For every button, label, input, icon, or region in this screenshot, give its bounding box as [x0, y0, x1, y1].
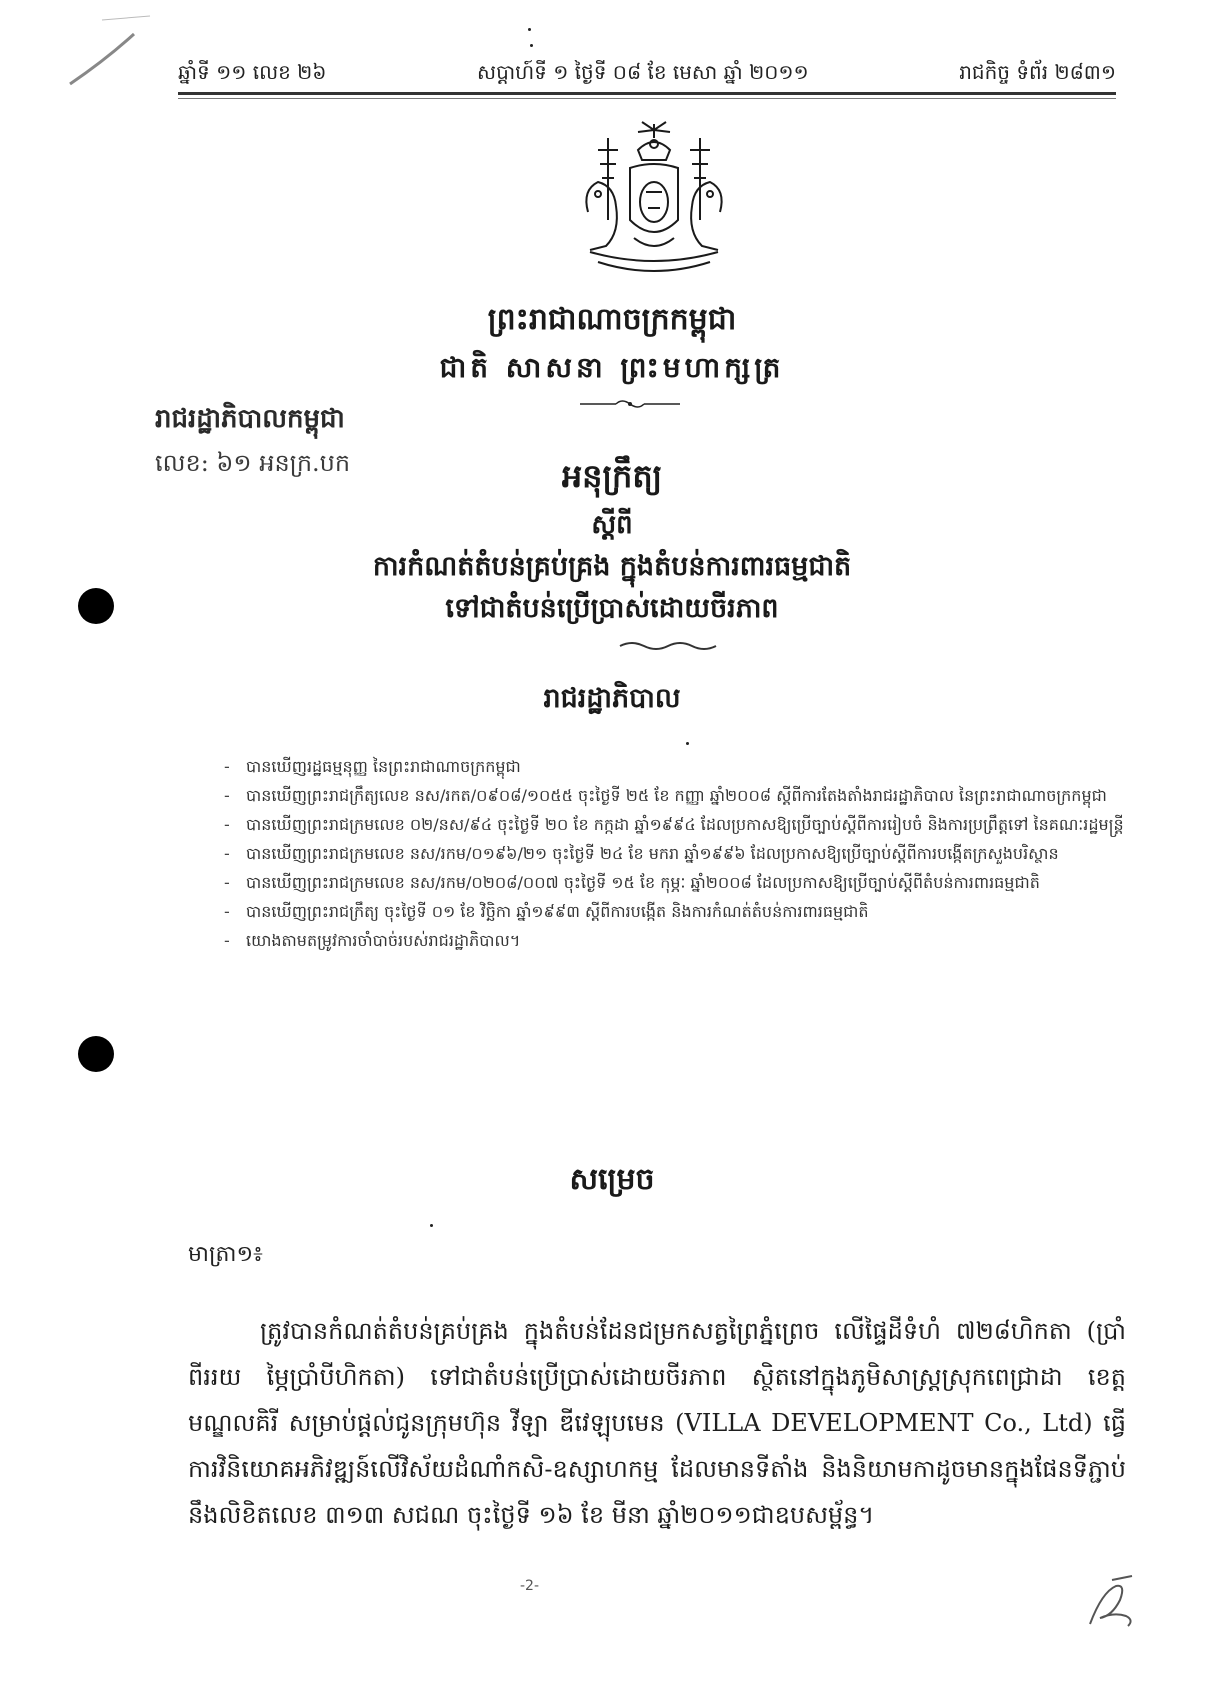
kingdom-name: ព្រះរាជាណាចក្រកម្ពុជា [487, 302, 737, 337]
preamble-item: - បានឃើញព្រះរាជក្រឹត្យ ចុះថ្ងៃទី ០១ ខែ វិច្ឆិកា ឆ្នាំ១៩៩៣ ស្តីពីការបង្កើត និងការកំណត់តំបន់ការពារធម្មជាតិ [246, 897, 1126, 926]
scan-speck [430, 1224, 433, 1227]
ornament-divider [580, 398, 680, 410]
scan-speck [528, 28, 531, 31]
initials-signature [1082, 1572, 1142, 1632]
issuing-government: រាជរដ្ឋាភិបាលកម្ពុជា [155, 404, 345, 434]
gazette-page-number: រាជកិច្ច ទំព័រ ២៨៣១ [959, 60, 1116, 84]
pen-stroke-mark [62, 14, 152, 94]
page-number-mark: -2- [520, 1578, 540, 1594]
preamble-item: - យោងតាមតម្រូវការចាំបាច់របស់រាជរដ្ឋាភិបាល។ [246, 926, 1126, 955]
document-reference-number: លេខ: ៦១ អនក្រ.បក [155, 449, 351, 477]
document-type-title: អនុក្រឹត្យ [561, 457, 663, 495]
document-about-label: ស្តីពី [591, 510, 633, 540]
preamble-item: - បានឃើញព្រះរាជក្រមលេខ នស/រកម/០២០៨/០០៧ ចុះថ្ងៃទី ១៥ ខែ កុម្ភៈ ឆ្នាំ២០០៨ ដែលប្រកាសឱ្យប្រើច្បាប់ស្តីពីតំបន់ការពារធម្មជាតិ [246, 868, 1126, 897]
article-1-label: មាត្រា១៖ [188, 1242, 263, 1267]
preamble-item: - បានឃើញរដ្ឋធម្មនុញ្ញ នៃព្រះរាជាណាចក្រកម្ពុជា [246, 752, 1126, 781]
gazette-header [178, 56, 1116, 92]
preamble-item: - បានឃើញព្រះរាជក្រឹត្យលេខ នស/រកត/០៩០៨/១០៥៥ ចុះថ្ងៃទី ២៥ ខែ កញ្ញា ឆ្នាំ២០០៨ ស្តីពីការតែងតាំងរាជរដ្ឋាភិបាល នៃព្រះរាជាណាចក្រកម្ពុជា [246, 781, 1126, 810]
punch-hole [78, 588, 114, 624]
header-rule [178, 92, 1116, 95]
decision-heading: សម្រេច [569, 1162, 655, 1197]
header-rule-thin [178, 98, 1116, 99]
article-1-text: ត្រូវបានកំណត់តំបន់គ្រប់គ្រង ក្នុងតំបន់ដែនជម្រកសត្វព្រៃភ្នំព្រេច លើផ្ទៃដីទំហំ ៧២៨ហិកតា (ប្រាំពីររយ ម្ភៃប្រាំបីហិកតា) ទៅជាតំបន់ប្រើប្រាស់ដោយចីរភាព ស្ថិតនៅក្នុងភូមិសាស្ត្រស្រុកពេជ្រាដា ខេត្តមណ្ឌលគិរី សម្រាប់ផ្តល់ជូនក្រុមហ៊ុន វីឡា ឌីវេឡុបមេន (VILLA DEVELOPMENT Co., Ltd) ធ្វើការវិនិយោគអភិវឌ្ឍន៍លើវិស័យដំណាំកសិ-ឧស្សាហកម្ម ដែលមានទីតាំង និងនិយាមកាដូចមានក្នុងផែនទីភ្ជាប់នឹងលិខិតលេខ ៣១៣ សជណ ចុះថ្ងៃទី ១៦ ខែ មីនា ឆ្នាំ២០១១ជាឧបសម្ព័ន្ធ។ [188, 1317, 1126, 1529]
gazette-issue: ឆ្នាំទី ១១ លេខ ២៦ [178, 60, 327, 84]
document-subject-line-1: ការកំណត់តំបន់គ្រប់គ្រង ក្នុងតំបន់ការពារធម្មជាតិ [372, 551, 852, 582]
scan-speck [530, 44, 533, 47]
document-subject-line-2: ទៅជាតំបន់ប្រើប្រាស់ដោយចីរភាព [445, 593, 779, 624]
scan-speck [686, 742, 689, 745]
preamble-item: - បានឃើញព្រះរាជក្រមលេខ ០២/នស/៩៤ ចុះថ្ងៃទី ២០ ខែ កក្កដា ឆ្នាំ១៩៩៤ ដែលប្រកាសឱ្យប្រើច្បាប់ស្តីពីការរៀបចំ និងការប្រព្រឹត្តទៅ នៃគណៈរដ្ឋមន្ត្រី [246, 810, 1126, 839]
royal-coat-of-arms-emblem [568, 120, 740, 282]
gazette-date: សប្តាហ៍ទី ១ ថ្ងៃទី ០៨ ខែ មេសា ឆ្នាំ ២០១១ [477, 60, 809, 84]
national-motto: ជាតិ សាសនា ព្រះមហាក្សត្រ [439, 351, 785, 384]
punch-hole [78, 1036, 114, 1072]
issuing-authority: រាជរដ្ឋាភិបាល [543, 683, 681, 714]
ornament-divider-small [618, 640, 718, 652]
preamble-item: - បានឃើញព្រះរាជក្រមលេខ នស/រកម/០១៩៦/២១ ចុះថ្ងៃទី ២៤ ខែ មករា ឆ្នាំ១៩៩៦ ដែលប្រកាសឱ្យប្រើច្បាប់ស្តីពីការបង្កើតក្រសួងបរិស្ថាន [246, 839, 1126, 868]
preamble-list [246, 752, 1126, 955]
